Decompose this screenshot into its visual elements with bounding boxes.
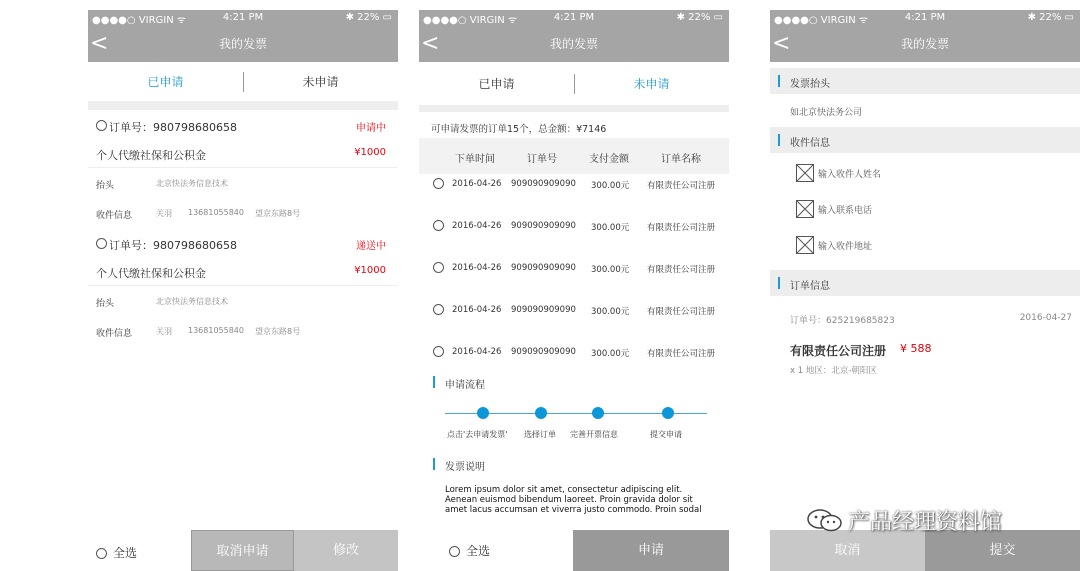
status-time: 4:21 PM — [904, 12, 946, 23]
column-header: 订单名称 — [661, 154, 701, 165]
carrier-signal: ●●●●○ VIRGIN ᯤ — [423, 15, 518, 26]
placeholder-image-icon — [796, 200, 814, 218]
placeholder-image-icon — [796, 236, 814, 254]
order-amount: 300.00元 — [591, 265, 630, 275]
invoice-tabs — [419, 62, 729, 106]
receive-info-row — [88, 198, 398, 228]
select-all[interactable] — [96, 544, 137, 561]
receiver-address: 望京东路8号 — [255, 327, 301, 336]
order-radio[interactable] — [96, 238, 107, 249]
screen-invoice-form — [770, 10, 1080, 571]
order-amount: ¥1000 — [354, 147, 386, 158]
flow-step-dot — [592, 407, 604, 419]
note-section-title: 发票说明 — [445, 458, 485, 473]
status-bar — [419, 10, 729, 26]
order-number: 909090909090 — [511, 221, 576, 231]
flow-step-label: 完善开票信息 — [570, 430, 618, 439]
order-amount: 300.00元 — [591, 181, 630, 191]
bottom-action-bar — [88, 530, 398, 571]
section-title: 收件信息 — [790, 138, 830, 149]
order-date: 2016-04-26 — [452, 305, 502, 315]
order-amount: 300.00元 — [591, 307, 630, 317]
flow-section-title: 申请流程 — [445, 376, 485, 391]
invoice-note-text: Lorem ipsum dolor sit amet, consectetur adipiscing elit. Aenean euismod bibendum laoreet. Proin gravida dolor sit amet lacus accumsan et viverra justo commodo. Proin sodal — [445, 485, 702, 515]
receiver-phone: 13681055840 — [188, 208, 244, 217]
receive-label: 收件信息 — [96, 211, 133, 221]
tab-divider — [574, 74, 575, 94]
select-all-radio[interactable] — [449, 546, 460, 557]
page-title: 我的发票 — [900, 37, 949, 51]
order-region: x 1 地区：北京-朝阳区 — [790, 366, 877, 376]
order-date: 2016-04-26 — [452, 263, 502, 273]
order-date: 2016-04-26 — [452, 179, 502, 189]
table-row[interactable] — [419, 178, 729, 220]
order-name: 个人代缴社保和公积金 — [96, 149, 206, 162]
order-number: 909090909090 — [511, 347, 576, 357]
nav-bar — [88, 26, 398, 62]
status-bar — [770, 10, 1080, 26]
submit-button[interactable]: 提交 — [925, 530, 1080, 571]
section-receive-info — [770, 127, 1080, 153]
order-amount: ¥1000 — [354, 265, 386, 276]
receive-label: 收件信息 — [96, 329, 133, 339]
status-bar — [88, 10, 398, 26]
bottom-action-bar — [419, 530, 729, 571]
order-date: 2016-04-26 — [452, 221, 502, 231]
orders-summary: 可申请发票的订单15个，总金额：¥7146 — [431, 124, 607, 135]
carrier-signal: ●●●●○ VIRGIN ᯤ — [92, 15, 187, 26]
order-name: 个人代缴社保和公积金 — [96, 267, 206, 280]
cancel-apply-button[interactable]: 取消申请 — [191, 530, 294, 571]
tab-not-applied[interactable]: 未申请 — [633, 77, 670, 91]
invoice-header-input[interactable]: 如北京快法务公司 — [790, 108, 863, 118]
flow-step-label: 点击'去申请发票' — [447, 430, 508, 439]
invoice-tabs — [88, 62, 398, 102]
tab-divider — [243, 72, 244, 92]
order-number: 909090909090 — [511, 263, 576, 273]
header-value: 北京快法务信息技术 — [156, 179, 228, 188]
row-radio[interactable] — [433, 262, 444, 273]
cancel-button[interactable]: 取消 — [770, 530, 925, 571]
page-title: 我的发票 — [549, 37, 598, 51]
column-header: 下单时间 — [455, 154, 495, 165]
battery-status: ✱ 22% ▭ — [676, 12, 723, 23]
battery-status: ✱ 22% ▭ — [345, 12, 392, 23]
select-all-label: 全选 — [466, 544, 491, 558]
order-number: 订单号：980798680658 — [109, 121, 237, 134]
column-header: 订单号 — [527, 154, 557, 165]
divider — [88, 102, 398, 110]
order-number: 订单号：625219685823 — [790, 316, 895, 326]
order-name: 有限责任公司注册 — [647, 265, 716, 275]
flow-step-label: 提交申请 — [650, 430, 682, 439]
status-time: 4:21 PM — [222, 12, 264, 23]
flow-step-dot — [662, 407, 674, 419]
select-all-radio[interactable] — [96, 548, 107, 559]
screen-applied-invoices — [88, 10, 398, 571]
order-card — [88, 110, 398, 228]
order-number: 909090909090 — [511, 179, 576, 189]
select-all-label: 全选 — [113, 546, 138, 560]
status-badge: 递送中 — [356, 241, 386, 252]
flow-step-dot — [477, 407, 489, 419]
page-title: 我的发票 — [218, 37, 267, 51]
header-value: 北京快法务信息技术 — [156, 297, 228, 306]
nav-bar — [419, 26, 729, 62]
back-icon[interactable]: < — [421, 31, 440, 56]
invoice-header-row — [88, 286, 398, 316]
receiver-phone: 13681055840 — [188, 326, 244, 335]
watermark-text: 产品经理资料馆 — [848, 510, 1003, 535]
battery-status: ✱ 22% ▭ — [1027, 12, 1074, 23]
column-header: 支付金额 — [589, 154, 629, 165]
back-icon[interactable]: < — [90, 31, 109, 56]
apply-button[interactable]: 申请 — [573, 530, 729, 571]
section-order-info — [770, 270, 1080, 296]
order-date: 2016-04-26 — [452, 347, 502, 357]
receive-info-row — [88, 316, 398, 346]
bottom-action-bar — [770, 530, 1080, 571]
flow-step-label: 选择订单 — [524, 430, 556, 439]
header-label: 抬头 — [96, 181, 115, 191]
order-name: 有限责任公司注册 — [647, 223, 716, 233]
order-number: 909090909090 — [511, 305, 576, 315]
tab-applied[interactable]: 已申请 — [147, 75, 184, 89]
row-radio[interactable] — [433, 178, 444, 189]
order-name: 有限责任公司注册 — [647, 349, 716, 359]
section-title: 订单信息 — [790, 281, 830, 292]
order-amount: 300.00元 — [591, 223, 630, 233]
order-name: 有限责任公司注册 — [647, 181, 716, 191]
section-invoice-header — [770, 68, 1080, 94]
status-badge: 申请中 — [356, 123, 386, 134]
carrier-signal: ●●●●○ VIRGIN ᯤ — [774, 15, 869, 26]
tab-applied[interactable]: 已申请 — [478, 77, 515, 91]
order-date: 2016-04-27 — [1019, 313, 1072, 323]
select-all[interactable] — [449, 542, 490, 559]
table-row[interactable] — [419, 220, 729, 262]
receiver-phone-field[interactable] — [770, 192, 1080, 228]
table-row[interactable] — [419, 304, 729, 346]
receiver-name: 关羽 — [156, 327, 172, 336]
back-icon[interactable]: < — [772, 31, 791, 56]
wechat-logo-icon — [806, 508, 844, 532]
placeholder-image-icon — [796, 164, 814, 182]
row-radio[interactable] — [433, 220, 444, 231]
section-title: 发票抬头 — [790, 79, 830, 90]
field-placeholder: 输入收件地址 — [818, 242, 873, 252]
screen-not-applied-invoices — [419, 10, 729, 571]
order-amount: 300.00元 — [591, 349, 630, 359]
row-radio[interactable] — [433, 304, 444, 315]
invoice-header-row — [88, 168, 398, 198]
order-name: 有限责任公司注册 — [647, 307, 716, 317]
receiver-address: 望京东路8号 — [255, 209, 301, 218]
row-radio[interactable] — [433, 346, 444, 357]
status-time: 4:21 PM — [553, 12, 595, 23]
header-label: 抬头 — [96, 299, 115, 309]
nav-bar — [770, 26, 1080, 62]
flow-step-dot — [535, 407, 547, 419]
order-card — [88, 228, 398, 346]
order-number: 订单号：980798680658 — [109, 239, 237, 252]
table-header — [419, 138, 729, 174]
tab-not-applied[interactable]: 未申请 — [302, 75, 339, 89]
order-name: 有限责任公司注册 — [790, 344, 887, 358]
order-price: ¥ 588 — [900, 342, 932, 355]
receiver-address-field[interactable] — [770, 228, 1080, 264]
divider — [419, 106, 729, 112]
receiver-name-field[interactable] — [770, 156, 1080, 192]
modify-button[interactable]: 修改 — [294, 530, 398, 571]
field-placeholder: 输入联系电话 — [818, 206, 873, 216]
table-row[interactable] — [419, 262, 729, 304]
field-placeholder: 输入收件人姓名 — [818, 170, 882, 180]
order-radio[interactable] — [96, 120, 107, 131]
receiver-name: 关羽 — [156, 209, 172, 218]
